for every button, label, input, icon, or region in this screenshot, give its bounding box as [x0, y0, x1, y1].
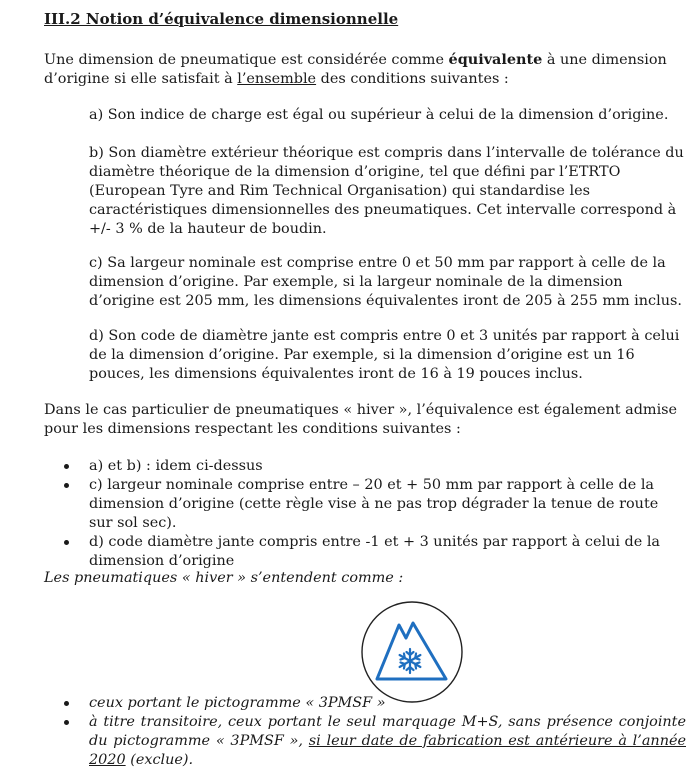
condition-b: b) Son diamètre extérieur théorique est compris dans l’intervalle de tolérance du diamètre théorique de la dimension d’origine, tel que défini par l’ETRTO (European Tyre and Rim Technical Organisation) qui standardise les caractéristiques dimensionnelles des pneumatiques. Cet intervalle correspond à +/- 3 % de la hauteur de boudin. — [89, 145, 684, 237]
definition-text-1: à titre transitoire, ceux portant le seul marquage M+S, sans présence conjointe du pictogramme « 3PMSF », — [89, 714, 686, 749]
intro-underlined-term: l’ensemble — [237, 71, 317, 87]
intro-paragraph — [44, 50, 684, 89]
condition-d: d) Son code de diamètre jante est compris entre 0 et 3 unités par rapport à celui de la dimension d’origine. Par exemple, si la dimension d’origine est un 16 pouces, les dimensions équivalentes iront de 16 à 19 pouces inclus. — [89, 328, 680, 382]
condition-c: c) Sa largeur nominale est comprise entre 0 et 50 mm par rapport à celle de la dimension d’origine. Par exemple, si la largeur nominale de la dimension d’origine est 205 mm, les dimensions équivalentes iront de 205 à 255 mm inclus. — [89, 255, 682, 309]
list-item: a) et b) : idem ci-dessus — [62, 457, 686, 476]
condition-a: a) Son indice de charge est égal ou supérieur à celui de la dimension d’origine. — [89, 107, 669, 123]
winter-definitions-list — [62, 694, 686, 770]
intro-bold-term: équivalente — [448, 51, 543, 68]
section-title: III.2 Notion d’équivalence dimensionnelle — [44, 10, 399, 28]
definition-text-2: (exclue). — [125, 752, 194, 768]
list-item: ceux portant le pictogramme « 3PMSF » — [62, 694, 686, 713]
intro-text-2: à une dimension d’origine si elle satisfait à — [44, 52, 667, 87]
winter-conditions-list — [62, 457, 686, 571]
winter-intro-paragraph: Dans le cas particulier de pneumatiques « hiver », l’équivalence est également admise pour les dimensions respectant les conditions suivantes : — [44, 402, 678, 437]
3pmsf-mountain-snowflake-icon — [360, 600, 464, 704]
list-item: c) largeur nominale comprise entre – 20 et + 50 mm par rapport à celle de la dimension d’origine (cette règle vise à ne pas trop dégrader la tenue de route sur sol sec). — [62, 476, 686, 533]
intro-text-1: Une dimension de pneumatique est considérée comme — [44, 52, 449, 68]
definition-underlined-text: si leur date de fabrication est antérieure à l’année 2020 — [89, 733, 686, 768]
winter-definition-label: Les pneumatiques « hiver » s’entendent comme : — [44, 570, 404, 586]
list-item — [62, 713, 686, 770]
list-item: d) code diamètre jante compris entre -1 et + 3 unités par rapport à celui de la dimension d’origine — [62, 533, 686, 571]
intro-text-3: des conditions suivantes : — [316, 71, 509, 87]
